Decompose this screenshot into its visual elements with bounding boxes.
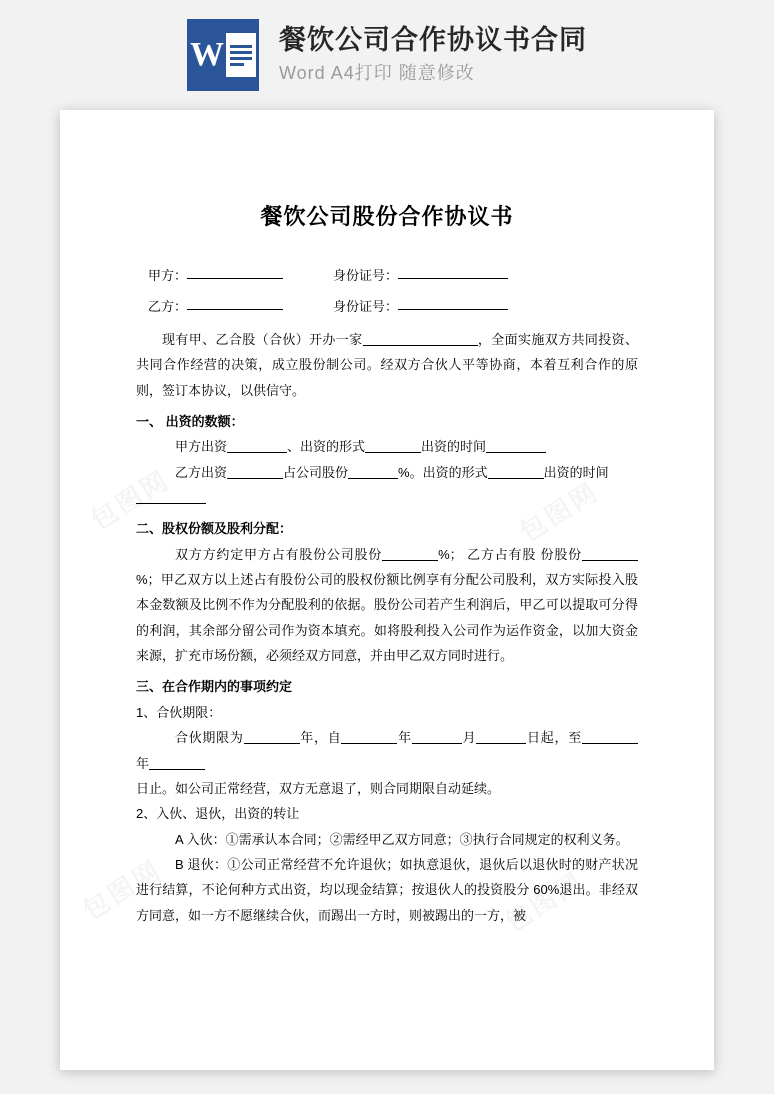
word-logo-letter: W (190, 36, 224, 73)
party-b-id-label: 身份证号： (333, 299, 399, 314)
section-3-item-2-sub-a: A 入伙：①需承认本合同；②需经甲乙双方同意；③执行合同规定的权利义务。 (175, 831, 629, 847)
promo-subtitle: Word A4打印 随意修改 (279, 62, 475, 83)
party-a-name-blank (187, 265, 283, 279)
s1l1-seg1: 甲方出资 (175, 439, 228, 455)
document-body (60, 110, 714, 1070)
intro-part2: ，全面实施双方共同投资、共同合作经营的决策，成立股份制公司。经双方合伙人平等协商，本着互利合作的原则，签订本协议，以供信守。 (136, 332, 638, 398)
s3i1-seg-e: 日起，至 (526, 730, 582, 746)
word-logo-icon (187, 19, 259, 91)
document-page-wrap (0, 110, 774, 1070)
promo-title: 餐饮公司合作协议书合同 (279, 25, 587, 56)
s3i1-seg-c: 年 (397, 730, 412, 746)
s2-seg3: %；甲乙双方以上述占有股份公司的股权份额比例享有分配公司股利，双方实际投入股本金数额及比例不作为分配股利的依据。股份公司若产生利润后，甲乙可以提取可分得的利润，其余部分留公司作为资本填充。如将股利投入公司作为运作资金，以加大资金来源，扩充市场份额，必须经双方同意，并由甲乙双方同时进行。 (136, 572, 638, 664)
s1l2-seg3: %。出资的形式 (398, 464, 488, 480)
party-a-id-blank (398, 265, 508, 279)
document-page (60, 110, 714, 1070)
section-3-item-1-text (136, 725, 638, 776)
s2-seg1: 双方方约定甲方占有股份公司股份 (175, 546, 383, 562)
s1l1-blank1 (227, 439, 287, 453)
section-1-line-1 (136, 434, 638, 459)
party-a-id-label: 身份证号： (333, 268, 399, 283)
s3i1-blank6 (149, 756, 205, 770)
section-3-item-2-sub-b: B 退伙：①公司正常经营不允许退伙；如执意退伙，退伙后以退伙时的财产状况进行结算，不论何种方式出资，均以现金结算；按退伙人的投资股分 60%退出。非经双方同意，如一方不愿继续合伙，而踢出一方时，则被踢出的一方，被 (136, 856, 638, 923)
s1l1-blank2 (365, 439, 421, 453)
section-1-line-2 (136, 460, 638, 485)
s2-seg2: %； 乙方占有股 份股份 (438, 546, 582, 562)
s3i1-seg-d: 月 (461, 730, 477, 746)
document-title: 餐饮公司股份合作协议书 (260, 204, 514, 229)
intro-part1: 现有甲、乙合股（合伙）开办一家 (162, 332, 363, 347)
s3i1-seg-b: 年，自 (299, 730, 342, 746)
party-row-first (136, 265, 638, 284)
s3i1-seg-a: 合伙期限为 (175, 730, 244, 746)
section-3-item-2-title: 2、入伙、退伙，出资的转让 (136, 806, 300, 822)
s1l2-seg1: 乙方出资 (175, 464, 228, 480)
section-2-heading: 二、股权份额及股利分配： (136, 521, 293, 537)
party-a-label: 甲方： (148, 268, 188, 283)
s3i1-seg-g: 日止。如公司正常经营，双方无意退了，则合同期限自动延续。 (136, 780, 501, 796)
s1l2-seg2: 占公司股份 (283, 464, 349, 480)
s1l2-blank3 (488, 465, 544, 479)
section-1-heading: 一、 出资的数额： (136, 414, 244, 430)
s1l2-blank4 (136, 490, 206, 504)
s1l2-seg4: 出资的时间 (543, 464, 609, 480)
s3i1-blank3 (412, 730, 462, 744)
promo-header (0, 0, 774, 110)
s1l1-seg2: 、出资的形式 (287, 439, 366, 455)
party-b-label: 乙方： (148, 299, 188, 314)
section-3-item-1-title: 1、合伙期限： (136, 704, 222, 720)
s3i1-seg-f: 年 (136, 755, 150, 771)
s2-blank1 (382, 547, 438, 561)
party-b-id-blank (398, 296, 508, 310)
s3i1-blank1 (244, 730, 300, 744)
s1l2-blank1 (227, 465, 283, 479)
s1l1-seg3: 出资的时间 (421, 439, 487, 455)
intro-blank (363, 332, 478, 346)
section-3-item-1-text-cont (136, 776, 638, 801)
intro-paragraph (136, 327, 638, 403)
s3i1-blank2 (341, 730, 397, 744)
s1l1-blank3 (486, 439, 546, 453)
word-logo-page-icon (226, 33, 256, 77)
party-b-name-blank (187, 296, 283, 310)
s3i1-blank5 (582, 730, 638, 744)
section-1-line-2-cont (136, 485, 638, 510)
section-2-paragraph (136, 542, 638, 669)
promo-header-text (279, 26, 587, 83)
section-3-heading: 三、在合作期内的事项约定 (136, 679, 293, 695)
party-row-second (136, 296, 638, 315)
s2-blank2 (582, 547, 638, 561)
s1l2-blank2 (348, 465, 398, 479)
s3i1-blank4 (476, 730, 526, 744)
